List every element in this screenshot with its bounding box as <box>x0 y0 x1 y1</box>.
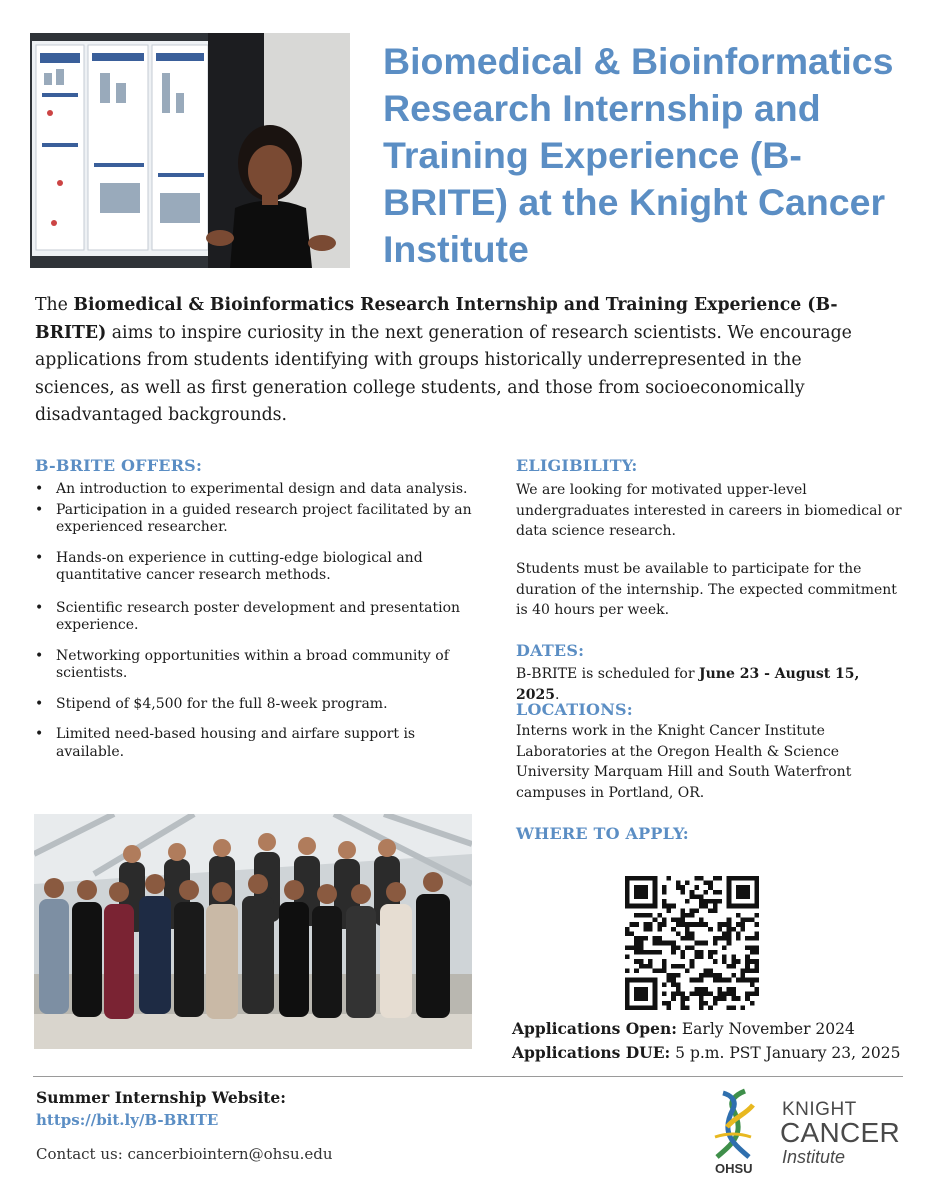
applications-due <box>512 1041 900 1065</box>
dates-heading: DATES: <box>516 641 585 660</box>
eligibility-commitment-text: Students must be available to participate for the duration of the internship. The expected commitment is 40 hours per week. <box>516 561 897 618</box>
list-item: • Participation in a guided research project facilitated by an experienced researcher. <box>35 502 485 537</box>
intro-program-name: Biomedical & Bioinformatics Research Internship and Training Experience (B-BRITE) <box>35 295 838 343</box>
applications-due-value: 5 p.m. PST January 23, 2025 <box>670 1044 901 1062</box>
dates-suffix: . <box>554 686 560 703</box>
logo-knight: KNIGHT <box>782 1099 857 1120</box>
group-photo <box>34 814 472 1049</box>
eligibility-text: We are looking for motivated upper-level undergraduates interested in careers in biomedical or data science research. <box>516 482 902 539</box>
eligibility-heading: ELIGIBILITY: <box>516 456 638 475</box>
intro-paragraph <box>35 292 865 430</box>
qr-code[interactable] <box>625 876 759 1010</box>
logo-ohsu: OHSU <box>715 1161 753 1176</box>
list-item: • Limited need-based housing and airfare support is available. <box>35 726 485 761</box>
intro-body: aims to inspire curiosity in the next generation of research scientists. We encourage applications from students identifying with groups historically underrepresented in the sciences, as well as first generation college students, and those from socioeconomically disadvantaged backgrounds. <box>35 322 852 425</box>
locations-heading: LOCATIONS: <box>516 700 633 719</box>
offers-list <box>35 481 485 761</box>
offers-heading: B-BRITE OFFERS: <box>35 456 203 475</box>
contact-email: Contact us: cancerbiointern@ohsu.edu <box>36 1145 333 1163</box>
list-item: • An introduction to experimental design and data analysis. <box>35 481 485 499</box>
page-title: Biomedical & Bioinformatics Research Internship and Training Experience (B-BRITE) at the Knight Cancer Institute <box>383 40 894 270</box>
applications-open <box>512 1017 855 1041</box>
dates-range: June 23 - August 15, 2025 <box>516 666 860 703</box>
website-label: Summer Internship Website: <box>36 1088 286 1107</box>
footer-divider <box>33 1076 903 1077</box>
website-link[interactable]: https://bit.ly/B-BRITE <box>36 1111 219 1129</box>
logo-cancer: CANCER <box>780 1117 901 1148</box>
applications-open-value: Early November 2024 <box>676 1020 855 1038</box>
list-item: • Scientific research poster development and presentation experience. <box>35 600 485 635</box>
locations-text: Interns work in the Knight Cancer Institute Laboratories at the Oregon Health & Science University Marquam Hill and South Waterfront campuses in Portland, OR. <box>516 723 852 801</box>
where-to-apply-heading: WHERE TO APPLY: <box>516 824 689 843</box>
applications-open-label: Applications Open: <box>512 1019 677 1038</box>
logo-institute: Institute <box>782 1147 846 1167</box>
list-item: • Hands-on experience in cutting-edge biological and quantitative cancer research methods. <box>35 550 485 585</box>
list-item: • Stipend of $4,500 for the full 8-week program. <box>35 696 485 714</box>
hero-photo <box>30 33 350 268</box>
intro-prefix: The <box>35 295 74 315</box>
dates-prefix: B-BRITE is scheduled for <box>516 666 699 682</box>
dates-text <box>516 664 906 705</box>
list-item: • Networking opportunities within a broad community of scientists. <box>35 648 485 683</box>
applications-due-label: Applications DUE: <box>512 1043 671 1062</box>
